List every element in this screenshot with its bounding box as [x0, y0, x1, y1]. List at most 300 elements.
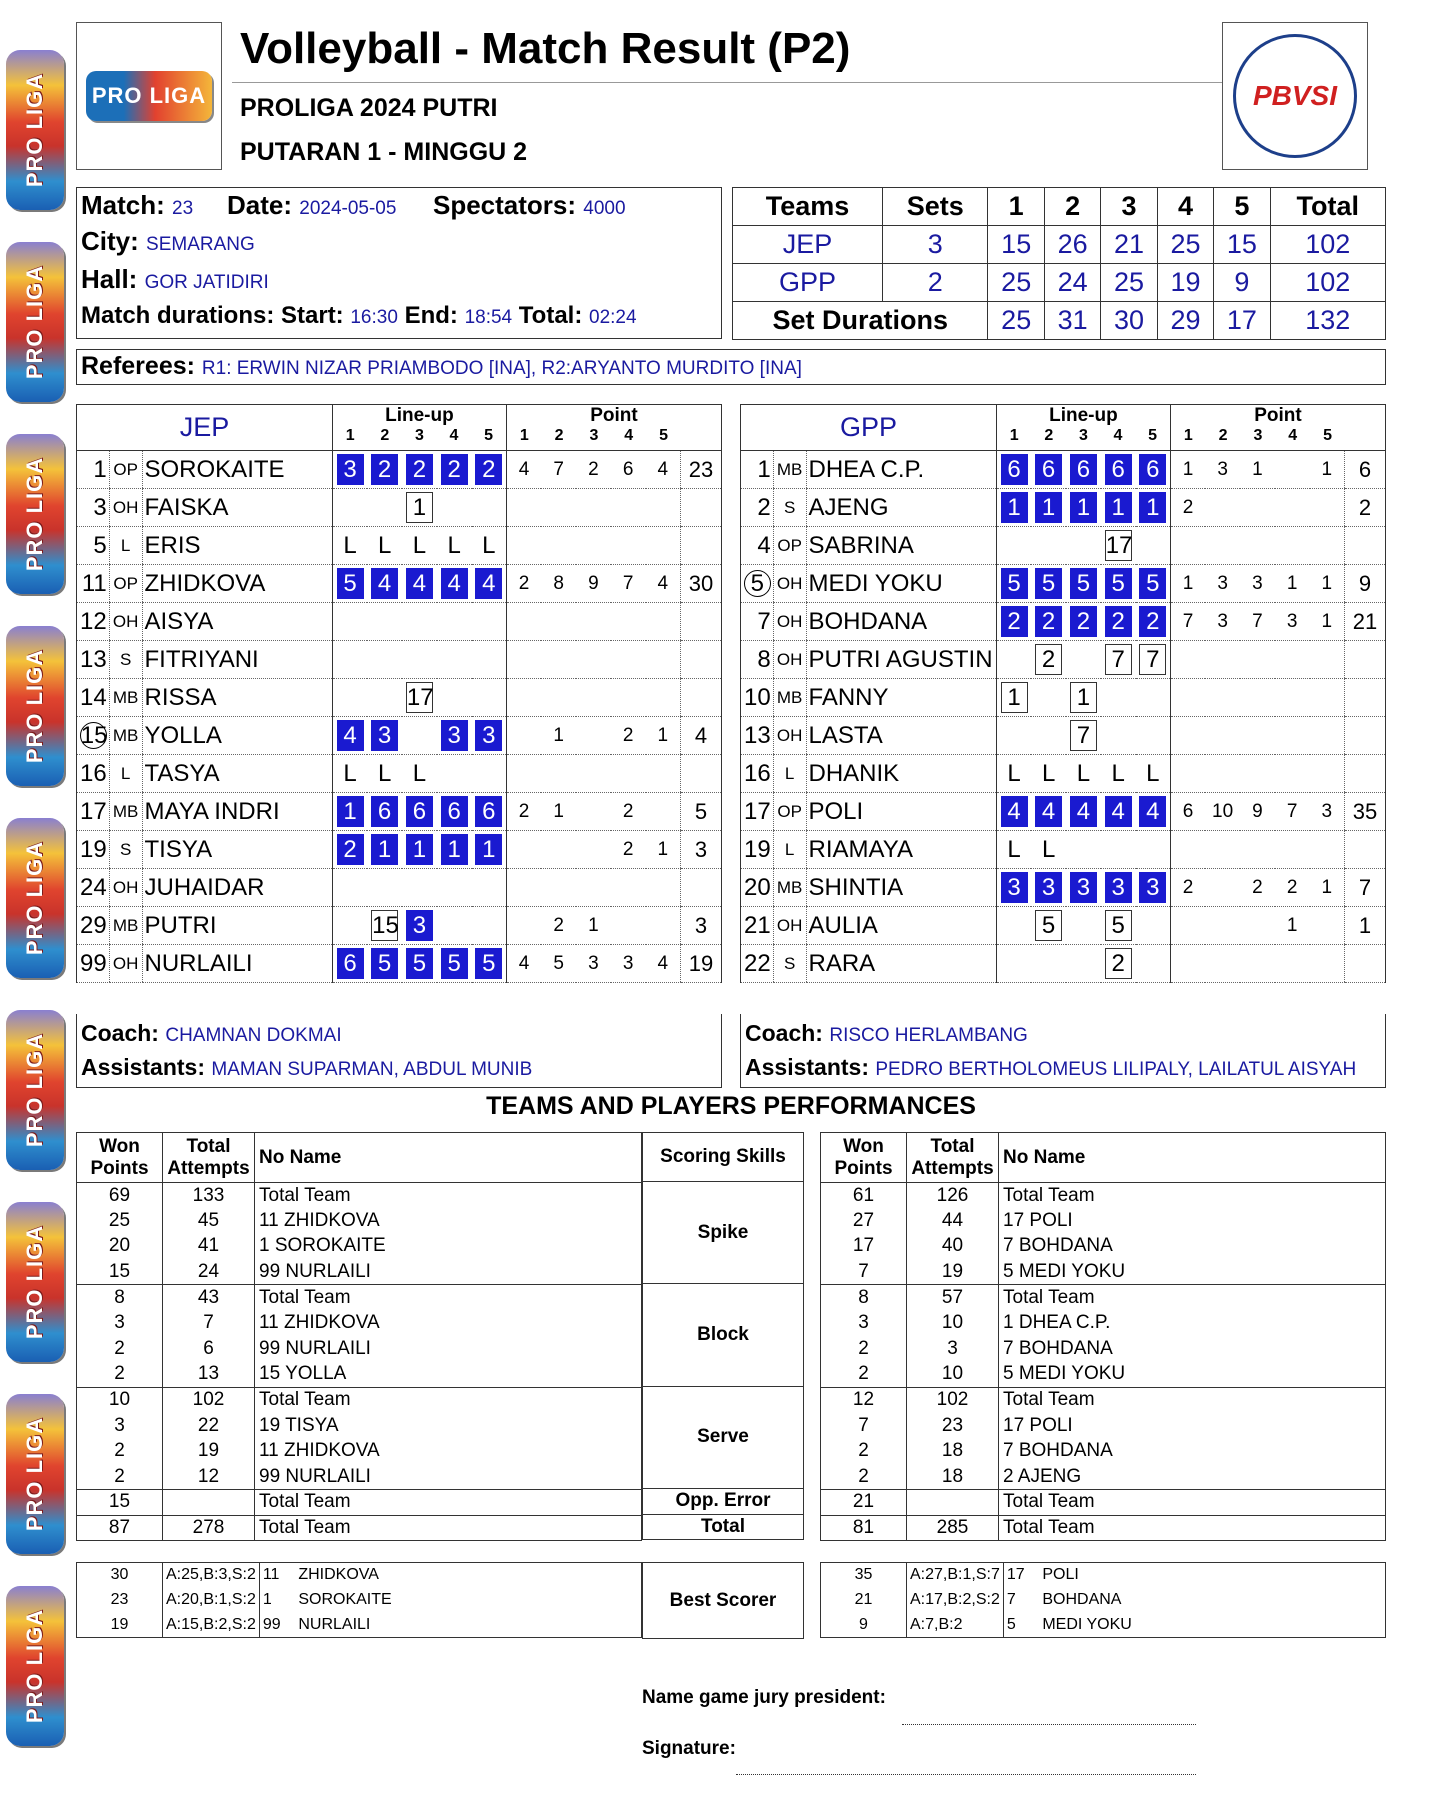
lineup-cell: [1136, 755, 1171, 793]
lineup-cell: [1136, 907, 1171, 945]
set-number: 4: [1113, 427, 1123, 444]
best-points: 9: [859, 1615, 868, 1633]
won-points: 20: [77, 1234, 163, 1260]
set-points: [1275, 831, 1310, 869]
total-attempts-header: Total Attempts: [907, 1133, 999, 1183]
lineup-cell: [1136, 869, 1171, 907]
set-duration: 29: [1157, 302, 1213, 340]
start-position: 1: [1035, 492, 1062, 523]
lineup-cell: [437, 679, 472, 717]
libero-mark: L: [1007, 759, 1021, 787]
set-points: [1205, 679, 1240, 717]
player-position: L: [109, 527, 142, 565]
set-points: [646, 603, 681, 641]
pbvsi-logo: PBVSI: [1233, 34, 1357, 158]
score-header: Sets: [883, 188, 988, 226]
lineup-cell: [472, 641, 507, 679]
set-points: 3: [1240, 565, 1275, 603]
won-points: 7: [821, 1413, 907, 1439]
lineup-cell: [332, 527, 367, 565]
performance-row: [821, 1285, 1386, 1311]
performance-name: Total Team: [255, 1183, 642, 1209]
set-points: 3: [611, 945, 646, 983]
roster-gpp: [740, 404, 1386, 983]
set-points: [1205, 869, 1240, 907]
score-header: Total: [1270, 188, 1385, 226]
performance-name: 11 ZHIDKOVA: [255, 1208, 642, 1234]
set-points: 9: [1240, 793, 1275, 831]
lineup-cell: [1066, 945, 1101, 983]
player-total-points: [1344, 717, 1385, 755]
lineup-cell: [332, 679, 367, 717]
player-name: AULIA: [806, 907, 996, 945]
set-points: [1310, 679, 1345, 717]
lineup-cell: [402, 907, 437, 945]
lineup-cell: [437, 869, 472, 907]
city: SEMARANG: [146, 234, 255, 255]
lineup-cell: [1031, 527, 1066, 565]
set-points: 7: [611, 565, 646, 603]
lineup-cell: [1101, 527, 1136, 565]
player-position: OH: [773, 641, 806, 679]
start-position: 1: [1139, 492, 1166, 523]
lineup-cell: [1136, 641, 1171, 679]
total-attempts: 7: [163, 1310, 255, 1336]
player-row: [741, 451, 1386, 489]
set-points: 6: [1170, 793, 1205, 831]
start-position: 6: [475, 796, 502, 827]
score-row: [733, 226, 1386, 264]
performance-row: [821, 1310, 1386, 1336]
lineup-cell: [402, 603, 437, 641]
set-points: 2: [1275, 869, 1310, 907]
set-points: [1310, 907, 1345, 945]
won-points: 2: [821, 1336, 907, 1362]
set-points: 2: [541, 907, 576, 945]
total-duration: 02:24: [589, 307, 637, 328]
player-position: OH: [773, 565, 806, 603]
sub-position: 1: [406, 492, 433, 523]
jury-president-line[interactable]: [902, 1724, 1196, 1725]
player-row: [77, 679, 722, 717]
won-points: 2: [77, 1336, 163, 1362]
best-name: POLI: [1042, 1566, 1079, 1584]
player-number: 2: [741, 489, 774, 527]
player-name: BOHDANA: [806, 603, 996, 641]
score-cell: 2: [883, 264, 988, 302]
performance-name: 7 BOHDANA: [999, 1336, 1386, 1362]
performance-name: 99 NURLAILI: [255, 1259, 642, 1285]
lineup-cell: [437, 831, 472, 869]
set-duration: 31: [1044, 302, 1100, 340]
lineup-cell: [1031, 717, 1066, 755]
start-position: 5: [1070, 568, 1097, 599]
match-number: 23: [172, 198, 194, 219]
best-name: MEDI YOKU: [1042, 1615, 1132, 1633]
lineup-cell: [367, 717, 402, 755]
won-points: 87: [77, 1515, 163, 1541]
player-name: SHINTIA: [806, 869, 996, 907]
performance-gpp: [820, 1132, 1386, 1541]
lineup-cell: [367, 603, 402, 641]
lineup-cell: [472, 527, 507, 565]
lineup-cell: [367, 831, 402, 869]
player-row: [77, 641, 722, 679]
lineup-cell: [332, 793, 367, 831]
sub-position: 5: [1105, 910, 1132, 941]
best-number: 99: [259, 1613, 295, 1638]
performance-row: [821, 1336, 1386, 1362]
player-row: [77, 527, 722, 565]
lineup-cell: [332, 831, 367, 869]
lineup-cell: [1136, 527, 1171, 565]
libero-mark: L: [482, 531, 496, 559]
set-points: [576, 793, 611, 831]
performance-row: [77, 1362, 642, 1388]
lineup-cell: [367, 907, 402, 945]
total-attempts: 45: [163, 1208, 255, 1234]
header-label: Line-up: [1049, 405, 1118, 426]
total-attempts: 6: [163, 1336, 255, 1362]
lineup-cell: [402, 679, 437, 717]
performance-row: [821, 1387, 1386, 1413]
lineup-cell: [332, 451, 367, 489]
player-total-points: [680, 755, 721, 793]
proliga-logo: PRO LIGA: [86, 71, 212, 121]
lineup-cell: [402, 945, 437, 983]
set-durations-row: [733, 302, 1386, 340]
score-cell: 102: [1270, 226, 1385, 264]
side-logo: [6, 1010, 64, 1170]
end-time: 18:54: [464, 307, 513, 328]
set-points: [506, 679, 541, 717]
player-position: L: [773, 755, 806, 793]
performance-row: [77, 1490, 642, 1516]
libero-mark: L: [377, 531, 392, 559]
score-cell: 15: [988, 226, 1044, 264]
lineup-header: [332, 405, 506, 451]
start-position: 4: [1070, 796, 1097, 827]
side-logo: [6, 626, 64, 786]
lineup-cell: [1031, 831, 1066, 869]
lineup-cell: [996, 907, 1031, 945]
total-attempts: 23: [907, 1413, 999, 1439]
player-position: S: [109, 831, 142, 869]
player-number: 10: [741, 679, 774, 717]
set-points: [646, 489, 681, 527]
set-points: [611, 755, 646, 793]
lineup-cell: [1031, 451, 1066, 489]
total-attempts: 126: [907, 1183, 999, 1209]
set-points: 7: [541, 451, 576, 489]
start-position: 6: [1001, 454, 1028, 485]
roster-team-name: JEP: [77, 405, 333, 451]
sub-position: 1: [1070, 682, 1097, 713]
set-points: 3: [1205, 603, 1240, 641]
start-position: 3: [475, 720, 502, 751]
lineup-cell: [1101, 869, 1136, 907]
lineup-cell: [996, 451, 1031, 489]
set-points: [1310, 527, 1345, 565]
side-logo-text: PRO LIGA: [22, 840, 47, 956]
set-points: 1: [1275, 907, 1310, 945]
set-points: 1: [1170, 451, 1205, 489]
set-points: [506, 717, 541, 755]
start-position: 2: [441, 454, 468, 485]
start-position: 2: [1105, 606, 1132, 637]
libero-mark: L: [1146, 759, 1160, 787]
won-points: 2: [821, 1438, 907, 1464]
set-points: [646, 907, 681, 945]
side-logo-text: PRO LIGA: [22, 1416, 47, 1532]
set-points: [576, 527, 611, 565]
libero-mark: L: [412, 531, 427, 559]
score-cell: 102: [1270, 264, 1385, 302]
set-points: [541, 831, 576, 869]
lineup-cell: [1101, 793, 1136, 831]
set-points: [1275, 451, 1310, 489]
set-points: 3: [1205, 565, 1240, 603]
start-position: 2: [406, 454, 433, 485]
set-points: [611, 869, 646, 907]
player-position: MB: [109, 907, 142, 945]
lineup-cell: [402, 717, 437, 755]
won-points: 2: [77, 1362, 163, 1388]
won-points: 3: [77, 1413, 163, 1439]
lineup-cell: [472, 945, 507, 983]
lineup-cell: [367, 451, 402, 489]
set-points: 1: [576, 907, 611, 945]
player-row: [77, 869, 722, 907]
lineup-cell: [996, 831, 1031, 869]
set-points: [611, 489, 646, 527]
performance-name: 19 TISYA: [255, 1413, 642, 1439]
player-name: SOROKAITE: [142, 451, 332, 489]
set-number: 4: [1288, 427, 1298, 444]
set-points: [1170, 641, 1205, 679]
set-durations-label: Set Durations: [733, 302, 988, 340]
set-number: 1: [1009, 427, 1019, 444]
total-attempts: 3: [907, 1336, 999, 1362]
lineup-cell: [332, 717, 367, 755]
player-number: 13: [741, 717, 774, 755]
side-logo: [6, 50, 64, 210]
player-number: 14: [77, 679, 110, 717]
performance-title: TEAMS AND PLAYERS PERFORMANCES: [486, 1092, 976, 1120]
player-position: L: [109, 755, 142, 793]
won-points-header: Won Points: [821, 1133, 907, 1183]
won-points: 2: [821, 1464, 907, 1490]
total-attempts: 19: [163, 1438, 255, 1464]
player-name: ERIS: [142, 527, 332, 565]
player-row: [741, 679, 1386, 717]
lineup-cell: [1101, 451, 1136, 489]
player-number: 99: [77, 945, 110, 983]
best-number: 7: [1003, 1588, 1039, 1613]
lineup-cell: [1031, 945, 1066, 983]
performance-row: [821, 1234, 1386, 1260]
player-position: OH: [773, 717, 806, 755]
best-scorer-row: [821, 1563, 1386, 1588]
title-area: [232, 22, 1222, 170]
side-logo: [6, 434, 64, 594]
set-points: 1: [1170, 565, 1205, 603]
start-position: 1: [1105, 492, 1132, 523]
libero-mark: L: [1111, 759, 1125, 787]
total-attempts: 22: [163, 1413, 255, 1439]
player-position: L: [773, 831, 806, 869]
skill-total: Total: [642, 1515, 804, 1541]
player-position: OP: [109, 451, 142, 489]
player-name: YOLLA: [142, 717, 332, 755]
libero-mark: L: [412, 759, 427, 787]
player-number: 1: [77, 451, 110, 489]
set-points: [1205, 907, 1240, 945]
start-position: 2: [1001, 606, 1028, 637]
lineup-cell: [472, 831, 507, 869]
player-position: S: [773, 945, 806, 983]
performance-name: 11 ZHIDKOVA: [255, 1438, 642, 1464]
libero-mark: L: [1041, 759, 1056, 787]
start-position: 3: [337, 454, 364, 485]
lineup-cell: [472, 565, 507, 603]
start-position: 3: [1035, 872, 1062, 903]
set-numbers: [507, 427, 721, 445]
player-total-points: 3: [680, 831, 721, 869]
lineup-cell: [996, 565, 1031, 603]
set-points: [611, 641, 646, 679]
start-position: 5: [1139, 568, 1166, 599]
match-date: 2024-05-05: [299, 198, 397, 219]
best-breakdown: A:7,B:2: [907, 1613, 1004, 1638]
match-info: Match: 23 Date: 2024-05-05 Spectators: 4000 City: SEMARANG Hall: GOR JATIDIRI Match durations: Start: 16:30 End: 18:54 Total: 02:24: [76, 187, 722, 339]
best-breakdown: A:15,B:2,S:2: [163, 1613, 260, 1638]
set-points: [576, 679, 611, 717]
set-points: 8: [541, 565, 576, 603]
lineup-cell: [1031, 907, 1066, 945]
player-total-points: [680, 679, 721, 717]
set-points: 2: [506, 565, 541, 603]
set-points: [646, 641, 681, 679]
set-number: 2: [380, 427, 390, 444]
player-name: RARA: [806, 945, 996, 983]
set-points: [576, 603, 611, 641]
player-number: 4: [741, 527, 774, 565]
side-logo: [6, 242, 64, 402]
set-points: [541, 869, 576, 907]
start-time: 16:30: [350, 307, 398, 328]
performance-row: [821, 1362, 1386, 1388]
set-number: 2: [554, 427, 564, 444]
set-points: [1275, 945, 1310, 983]
start-position: 6: [337, 948, 364, 979]
set-points: 5: [541, 945, 576, 983]
lineup-cell: [437, 907, 472, 945]
player-number: 3: [77, 489, 110, 527]
start-position: 3: [441, 720, 468, 751]
player-total-points: 7: [1344, 869, 1385, 907]
player-number: 16: [77, 755, 110, 793]
lineup-cell: [1066, 907, 1101, 945]
signature-line[interactable]: [736, 1774, 1196, 1775]
start-position: 2: [1070, 606, 1097, 637]
set-points: [1170, 717, 1205, 755]
performance-row: [821, 1259, 1386, 1285]
total-attempts: 44: [907, 1208, 999, 1234]
performance-jep: [76, 1132, 642, 1541]
set-points: 1: [541, 717, 576, 755]
set-numbers: [997, 427, 1170, 445]
lineup-cell: [1136, 451, 1171, 489]
player-number: [741, 565, 774, 603]
lineup-cell: [1136, 679, 1171, 717]
lineup-cell: [367, 565, 402, 603]
coach-gpp: Coach: RISCO HERLAMBANG Assistants: PEDRO BERTHOLOMEUS LILIPALY, LAILATUL AISYAH: [740, 1014, 1386, 1088]
lineup-cell: [367, 945, 402, 983]
score-row: [733, 264, 1386, 302]
set-points: [1205, 717, 1240, 755]
set-points: 3: [576, 945, 611, 983]
performance-name: 11 ZHIDKOVA: [255, 1310, 642, 1336]
set-points: [506, 603, 541, 641]
set-number: 2: [1044, 427, 1054, 444]
set-points: [1240, 755, 1275, 793]
player-position: MB: [109, 717, 142, 755]
set-number: 4: [449, 427, 459, 444]
player-name: DHANIK: [806, 755, 996, 793]
round-name: PUTARAN 1 - MINGGU 2: [240, 138, 528, 166]
player-name: NURLAILI: [142, 945, 332, 983]
player-number: 5: [77, 527, 110, 565]
set-points: 1: [646, 831, 681, 869]
player-row: [77, 945, 722, 983]
player-name: PUTRI AGUSTIN: [806, 641, 996, 679]
side-logo: [6, 1394, 64, 1554]
set-points: [506, 527, 541, 565]
player-name: MEDI YOKU: [806, 565, 996, 603]
performance-name: Total Team: [999, 1285, 1386, 1311]
set-points: 2: [576, 451, 611, 489]
set-number: 1: [519, 427, 529, 444]
set-duration: 25: [988, 302, 1044, 340]
start-position: 5: [371, 948, 398, 979]
won-points: 17: [821, 1234, 907, 1260]
lineup-cell: [437, 451, 472, 489]
start-position: 2: [371, 454, 398, 485]
lineup-cell: [1066, 717, 1101, 755]
player-row: [741, 907, 1386, 945]
set-points: [1240, 641, 1275, 679]
lineup-cell: [332, 641, 367, 679]
best-number: 5: [1003, 1613, 1039, 1638]
player-row: [741, 945, 1386, 983]
player-row: [741, 869, 1386, 907]
score-header: 3: [1101, 188, 1157, 226]
set-points: [1275, 717, 1310, 755]
start-position: 3: [1001, 872, 1028, 903]
set-points: 7: [1240, 603, 1275, 641]
player-name-header: No Name: [999, 1133, 1386, 1183]
player-row: [741, 793, 1386, 831]
player-total-points: 9: [1344, 565, 1385, 603]
libero-mark: L: [1076, 759, 1091, 787]
player-name: RISSA: [142, 679, 332, 717]
lineup-cell: [1066, 755, 1101, 793]
total-attempts-header: Total Attempts: [163, 1133, 255, 1183]
set-points: [1205, 489, 1240, 527]
lineup-cell: [472, 755, 507, 793]
performance-row: [77, 1464, 642, 1490]
